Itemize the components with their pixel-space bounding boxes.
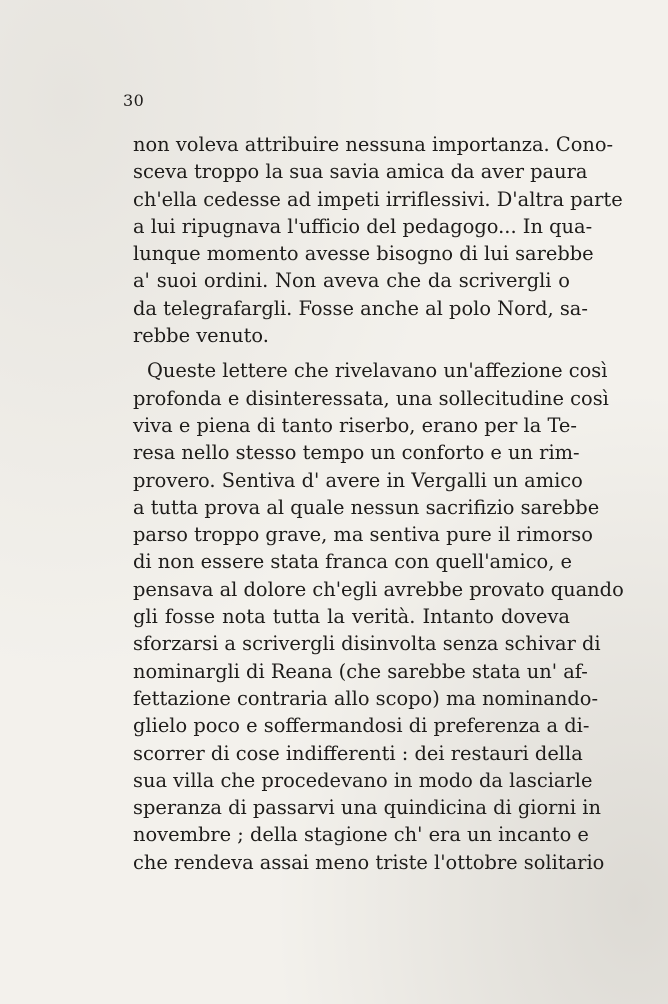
text-line: profonda e disinteressata, una sollecitudine così <box>133 386 609 410</box>
text-line: provero. Sentiva d' avere in Vergalli un amico <box>133 468 583 492</box>
text-line: fettazione contraria allo scopo) ma nominando- <box>133 686 598 710</box>
text-line: nominargli di Reana (che sarebbe stata un' af- <box>133 659 588 683</box>
text-line: novembre ; della stagione ch' era un incanto e <box>133 823 589 847</box>
text-line: rebbe venuto. <box>133 324 269 348</box>
text-line: a tutta prova al quale nessun sacrifizio sarebbe <box>133 495 600 519</box>
text-line: glielo poco e soffermandosi di preferenza a di- <box>133 714 590 738</box>
paragraph-1 <box>133 131 623 349</box>
text-line: scorrer di cose indifferenti : dei restauri della <box>133 741 583 765</box>
paragraph-2 <box>133 357 624 876</box>
text-line: a' suoi ordini. Non aveva che da scrivergli o <box>133 269 570 293</box>
page-number: 30 <box>123 91 145 110</box>
text-line: speranza di passarvi una quindicina di giorni in <box>133 796 601 820</box>
text-line: che rendeva assai meno triste l'ottobre solitario <box>133 850 605 874</box>
text-line: Queste lettere che rivelavano un'affezione così <box>147 359 608 383</box>
text-line: gli fosse nota tutta la verità. Intanto doveva <box>133 605 570 629</box>
text-line: lunque momento avesse bisogno di lui sarebbe <box>133 242 594 266</box>
text-line: ch'ella cedesse ad impeti irriflessivi. D'altra parte <box>133 187 623 211</box>
body-text <box>133 131 624 876</box>
text-line: viva e piena di tanto riserbo, erano per la Te- <box>133 413 577 437</box>
text-line: sforzarsi a scrivergli disinvolta senza schivar di <box>133 632 601 656</box>
text-line: pensava al dolore ch'egli avrebbe provato quando <box>133 577 624 601</box>
text-line: sceva troppo la sua savia amica da aver paura <box>133 160 588 184</box>
paragraph-gap <box>133 349 570 357</box>
text-line: di non essere stata franca con quell'amico, e <box>133 550 573 574</box>
text-line: resa nello stesso tempo un conforto e un rim- <box>133 441 580 465</box>
text-line: sua villa che procedevano in modo da lasciarle <box>133 768 593 792</box>
text-line: da telegrafargli. Fosse anche al polo Nord, sa- <box>133 296 588 320</box>
text-line: a lui ripugnava l'ufficio del pedagogo... In qua- <box>133 214 593 238</box>
text-line: non voleva attribuire nessuna importanza. Cono- <box>133 133 614 156</box>
text-line: parso troppo grave, ma sentiva pure il rimorso <box>133 523 593 547</box>
